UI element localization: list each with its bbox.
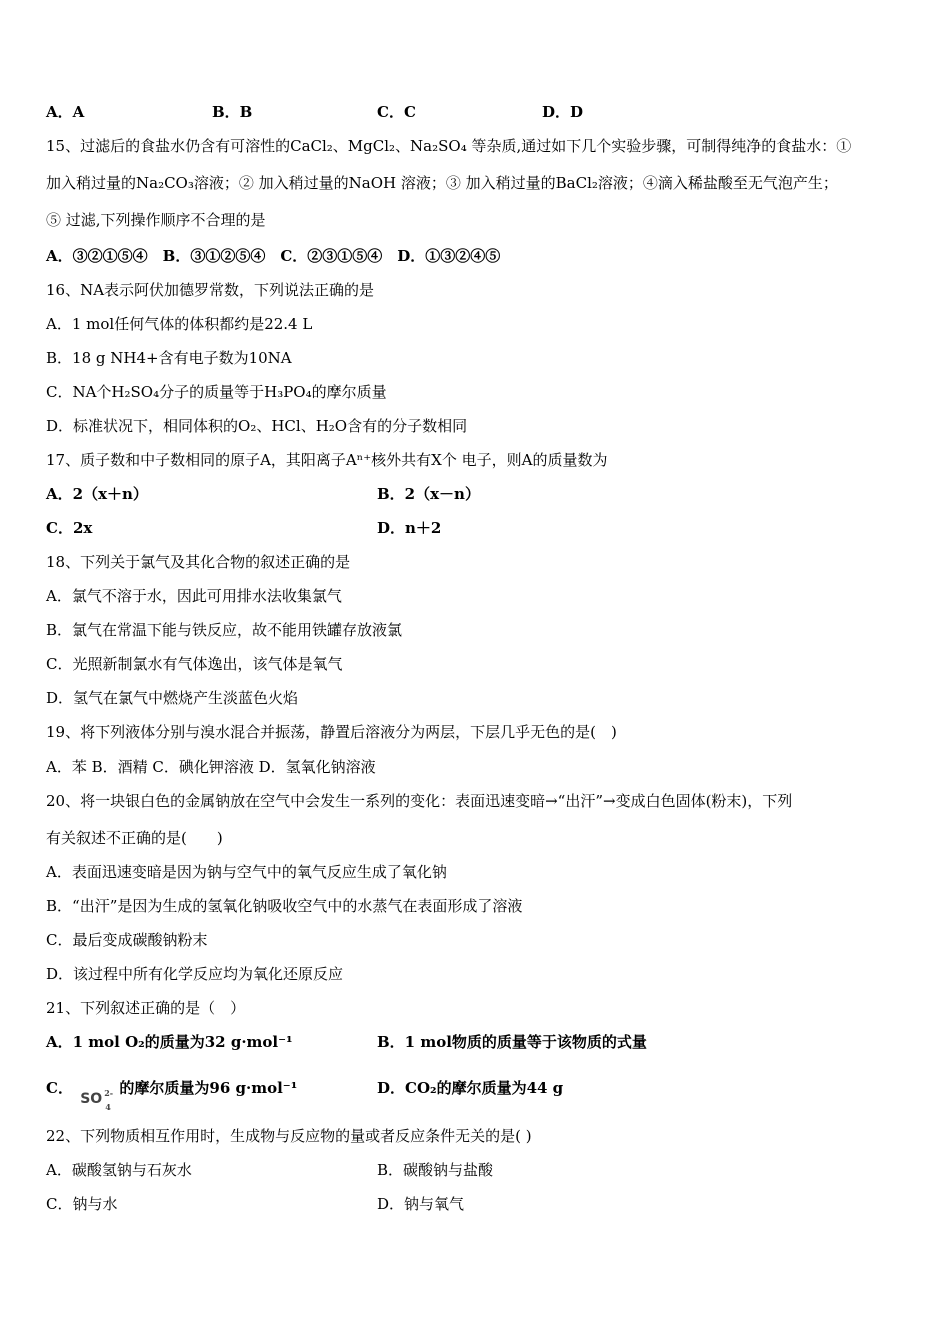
q17-option-b: B．2（x－n） xyxy=(377,485,480,503)
q16-stem: 16、NA表示阿伏加德罗常数，下列说法正确的是 xyxy=(46,281,375,299)
sulfate-formula-subscript: 4 xyxy=(105,1102,111,1112)
q22-option-b: B．碳酸钠与盐酸 xyxy=(377,1161,494,1179)
q14-option-c: C．C xyxy=(377,103,416,121)
q20-option-a: A．表面迅速变暗是因为钠与空气中的氧气反应生成了氧化钠 xyxy=(46,863,447,881)
q22-option-a: A．碳酸氢钠与石灰水 xyxy=(46,1161,192,1179)
q22-stem: 22、下列物质相互作用时，生成物与反应物的量或者反应条件无关的是( ) xyxy=(46,1127,532,1145)
q21-option-c xyxy=(46,1070,298,1112)
q15-options: A．③②①⑤④ B．③①②⑤④ C．②③①⑤④ D．①③②④⑤ xyxy=(46,247,501,265)
q20-option-b: B．“出汗”是因为生成的氢氧化钠吸收空气中的水蒸气在表面形成了溶液 xyxy=(46,897,523,915)
q14-option-d: D．D xyxy=(542,103,584,121)
q14-option-b: B．B xyxy=(212,103,253,121)
q15-stem-line3: ⑤ 过滤,下列操作顺序不合理的是 xyxy=(46,211,266,229)
q20-stem-line1: 20、将一块银白色的金属钠放在空气中会发生一系列的变化：表面迅速变暗→“出汗”→变成白色固体(粉末)，下列 xyxy=(46,792,793,810)
q15-stem-line1: 15、过滤后的食盐水仍含有可溶性的CaCl₂、MgCl₂、Na₂SO₄ 等杂质,通过如下几个实验步骤，可制得纯净的食盐水：① xyxy=(46,137,852,155)
q18-option-d: D．氢气在氯气中燃烧产生淡蓝色火焰 xyxy=(46,689,299,707)
q18-option-a: A．氯气不溶于水，因此可用排水法收集氯气 xyxy=(46,587,342,605)
q21-option-a: A．1 mol O₂的质量为32 g·mol⁻¹ xyxy=(46,1033,293,1051)
q20-option-c: C．最后变成碳酸钠粉末 xyxy=(46,931,208,949)
q20-stem-line2: 有关叙述不正确的是( ) xyxy=(46,829,223,847)
q21-option-c-prefix: C． xyxy=(46,1079,73,1097)
q16-option-c: C．NA个H₂SO₄分子的质量等于H₃PO₄的摩尔质量 xyxy=(46,383,387,401)
q17-option-c: C．2x xyxy=(46,519,93,537)
sulfate-formula-base: SO xyxy=(80,1091,103,1107)
q15-stem-line2: 加入稍过量的Na₂CO₃溶液；② 加入稍过量的NaOH 溶液；③ 加入稍过量的BaCl₂溶液；④滴入稀盐酸至无气泡产生； xyxy=(46,174,838,192)
q17-option-d: D．n＋2 xyxy=(377,519,442,537)
q21-stem: 21、下列叙述正确的是（ ） xyxy=(46,999,246,1017)
sulfate-formula xyxy=(78,1075,114,1112)
q22-option-d: D．钠与氧气 xyxy=(377,1195,465,1213)
q16-option-a: A．1 mol任何气体的体积都约是22.4 L xyxy=(46,315,313,333)
q19-stem: 19、将下列液体分别与溴水混合并振荡，静置后溶液分为两层，下层几乎无色的是( ) xyxy=(46,723,617,741)
q18-option-b: B．氯气在常温下能与铁反应，故不能用铁罐存放液氯 xyxy=(46,621,403,639)
q16-option-b: B．18 g NH4+含有电子数为10NA xyxy=(46,349,292,367)
q14-option-a: A．A xyxy=(46,103,85,121)
q17-option-a: A．2（x＋n） xyxy=(46,485,148,503)
q17-stem: 17、质子数和中子数相同的原子A，其阳离子Aⁿ⁺核外共有X个 电子，则A的质量数为 xyxy=(46,451,608,469)
q20-option-d: D．该过程中所有化学反应均为氧化还原反应 xyxy=(46,965,344,983)
q22-option-c: C．钠与水 xyxy=(46,1195,118,1213)
q16-option-d: D．标准状况下，相同体积的O₂、HCl、H₂O含有的分子数相同 xyxy=(46,417,468,435)
q21-option-d: D．CO₂的摩尔质量为44 g xyxy=(377,1079,564,1097)
q18-stem: 18、下列关于氯气及其化合物的叙述正确的是 xyxy=(46,553,351,571)
q18-option-c: C．光照新制氯水有气体逸出，该气体是氧气 xyxy=(46,655,343,673)
q21-option-b: B．1 mol物质的质量等于该物质的式量 xyxy=(377,1033,647,1051)
q21-option-c-suffix: 的摩尔质量为96 g·mol⁻¹ xyxy=(119,1079,298,1097)
sulfate-formula-charge: 2- xyxy=(104,1088,114,1098)
q19-options: A．苯 B．酒精 C．碘化钾溶液 D．氢氧化钠溶液 xyxy=(46,758,376,776)
